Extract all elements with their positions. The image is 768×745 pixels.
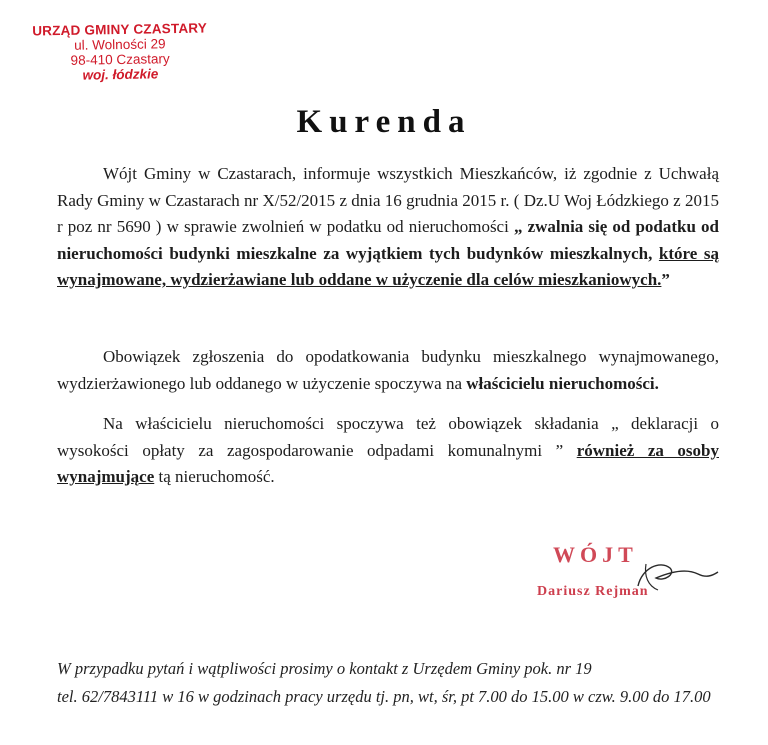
signature-title: WÓJT — [553, 542, 638, 567]
stamp-office-name: URZĄD GMINY CZASTARY — [32, 20, 208, 39]
signature-block — [520, 538, 720, 608]
stamp-voivodeship: woj. łódzkie — [82, 66, 159, 83]
document-title: Kurenda — [296, 104, 472, 140]
paragraph-obligation — [57, 344, 719, 397]
paragraph-obligation-text: Obowiązek zgłoszenia do opodatkowania budynku mieszkalnego wynajmowanego, wydzierżawionego lub oddanego w użyczenie spoczywa na — [57, 347, 719, 393]
paragraph-obligation-owner: właścicielu nieruchomości. — [466, 373, 659, 393]
paragraph-resolution-quote: „ zwalnia się od podatku od nieruchomości budynki mieszkalne za wyjątkiem tych budynków mieszkalnych, — [57, 217, 720, 263]
footer-line-hours: tel. 62/7843111 w 16 w godzinach pracy urzędu tj. pn, wt, śr, pt 7.00 do 15.00 w czw. 9.00 do 17.00 — [57, 687, 711, 706]
paragraph-declaration-landlords: również za osoby wynajmujące — [57, 440, 719, 486]
office-stamp — [29, 20, 210, 83]
paragraph-resolution — [57, 161, 719, 294]
paragraph-declaration — [57, 411, 719, 491]
stamp-street: ul. Wolności 29 — [74, 36, 166, 53]
signature-name: Dariusz Rejman — [537, 584, 649, 599]
paragraph-resolution-exception: które są wynajmowane, wydzierżawiane lub oddane w użyczenie dla celów mieszkaniowych. — [57, 243, 720, 289]
footer-line-contact: W przypadku pytań i wątpliwości prosimy o kontakt z Urzędem Gminy pok. nr 19 — [57, 659, 592, 678]
stamp-postal-code: 98-410 Czastary — [70, 51, 170, 68]
paragraph-declaration-text: Na właścicielu nieruchomości spoczywa też obowiązek składania „ deklaracji o wysokości opłaty za zagospodarowanie odpadami komunalnymi ” — [57, 414, 719, 460]
contact-footer — [57, 655, 719, 711]
paragraph-declaration-tail: tą nieruchomość. — [154, 467, 275, 486]
paragraph-resolution-intro: Wójt Gminy w Czastarach, informuje wszystkich Mieszkańców, iż zgodnie z Uchwałą Rady Gminy w Czastarach nr X/52/2015 z dnia 16 grudnia 2015 r. ( Dz.U Woj Łódzkiego z 2015 r poz nr 5690 ) w sprawie zwolnień w podatku od nieruchomości — [57, 164, 719, 236]
paragraph-resolution-closing-quote: ” — [661, 270, 670, 289]
